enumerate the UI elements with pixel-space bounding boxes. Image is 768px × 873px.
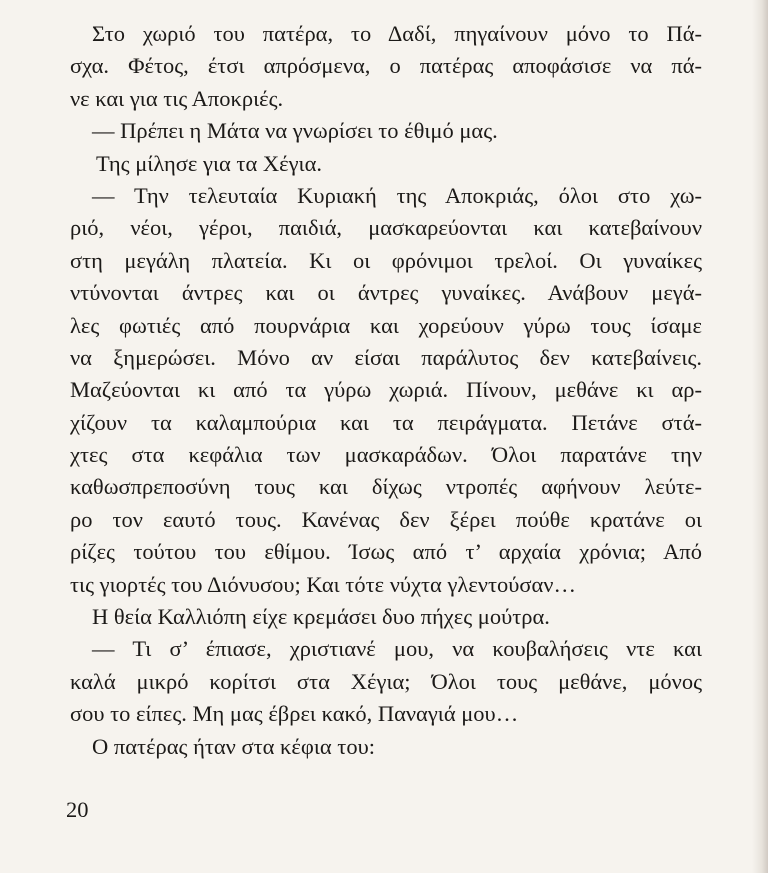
body-text — [70, 18, 702, 763]
text-line: — Πρέπει η Μάτα να γνωρίσει το έθιμό μας. — [92, 118, 498, 144]
text-line: σου το είπες. Μη μας έβρει κακό, Παναγιά μου… — [70, 701, 519, 727]
text-line: — Την τελευταία Κυριακή της Αποκριάς, όλοι στο χω- — [92, 182, 702, 208]
text-line: ριό, νέοι, γέροι, παιδιά, μασκαρεύονται και κατεβαίνουν — [70, 215, 702, 241]
text-line: Η θεία Καλλιόπη είχε κρεμάσει δυο πήχες μούτρα. — [92, 604, 550, 630]
text-line: ρίζες τούτου του εθίμου. Ίσως από τ’ αρχαία χρόνια; Από — [70, 539, 702, 565]
text-line: τις γιορτές του Διόνυσου; Και τότε νύχτα γλεντούσαν… — [70, 571, 576, 597]
text-line: σχα. Φέτος, έτσι απρόσμενα, ο πατέρας αποφάσισε να πά- — [70, 53, 702, 79]
text-line: νε και για τις Αποκριές. — [70, 85, 284, 111]
text-line: στη μεγάλη πλατεία. Κι οι φρόνιμοι τρελοί. Οι γυναίκες — [70, 247, 702, 273]
text-line: ντύνονται άντρες και οι άντρες γυναίκες. Ανάβουν μεγά- — [70, 280, 702, 306]
text-line: καθωσπρεποσύνη τους και δίχως ντροπές αφήνουν λεύτε- — [70, 474, 702, 500]
text-line: χτες στα κεφάλια των μασκαράδων. Όλοι παρατάνε την — [70, 442, 702, 468]
text-line: χίζουν τα καλαμπούρια και τα πειράγματα. Πετάνε στά- — [70, 409, 702, 435]
page-edge-shadow — [752, 0, 768, 873]
page-number: 20 — [66, 797, 89, 822]
text-line: λες φωτιές από πουρνάρια και χορεύουν γύρω τους ίσαμε — [70, 312, 702, 338]
text-line: Στο χωριό του πατέρα, το Δαδί, πηγαίνουν μόνο το Πά- — [92, 21, 702, 46]
text-line: — Τι σ’ έπιασε, χριστιανέ μου, να κουβαλήσεις ντε και — [92, 636, 702, 662]
text-line: Ο πατέρας ήταν στα κέφια του: — [92, 733, 375, 759]
text-line: Μαζεύονται κι από τα γύρω χωριά. Πίνουν, μεθάνε κι αρ- — [70, 377, 702, 403]
text-line: Της μίλησε για τα Χέγια. — [96, 150, 322, 176]
text-line: ρο τον εαυτό τους. Κανένας δεν ξέρει πούθε κρατάνε οι — [70, 506, 702, 532]
text-line: να ξημερώσει. Μόνο αν είσαι παράλυτος δεν κατεβαίνεις. — [70, 344, 702, 370]
text-line: καλά μικρό κορίτσι στα Χέγια; Όλοι τους μεθάνε, μόνος — [70, 668, 702, 694]
